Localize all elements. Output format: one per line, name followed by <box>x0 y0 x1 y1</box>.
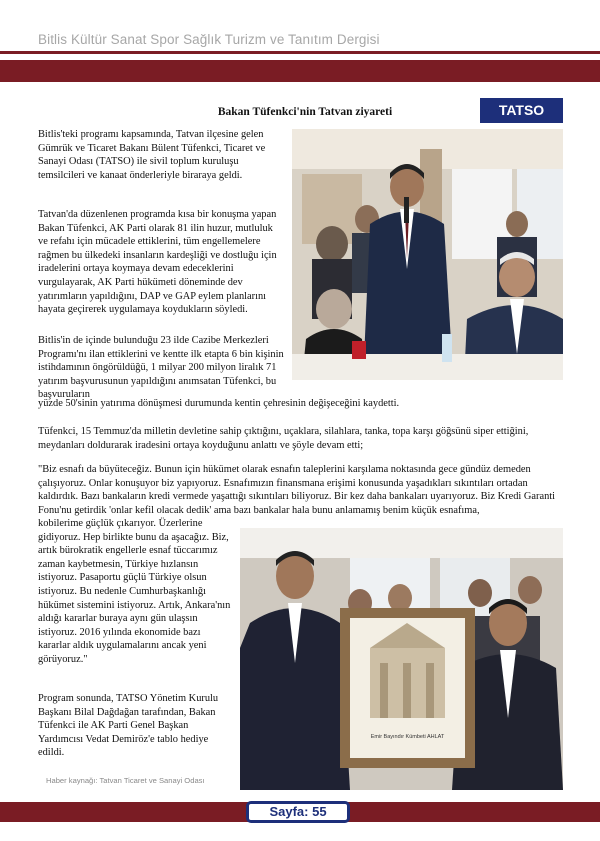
article-title: Bakan Tüfenkci'nin Tatvan ziyareti <box>217 106 393 118</box>
frame-caption: Emir Bayındır Kümbeti AHLAT <box>370 734 445 740</box>
magazine-title: Bitlis Kültür Sanat Spor Sağlık Turizm ve Tanıtım Dergisi <box>38 32 380 47</box>
article-paragraph: Tüfenkci, 15 Temmuz'da milletin devletine sahip çıktığını, uçaklara, silahlara, tanka, topa karşı göğsünü siper ettiğini, meydanları doldurarak iradesini ortaya koyduğunu anlattı ve şöyle devam etti; <box>38 426 529 451</box>
quote-paragraph: kobilerime güçlük çıkarıyor. Üzerlerine gidiyoruz. Hep birlikte bunu da aşacağız. Biz, artık bürokratik engellerle esnaf tüccarımız zaman kaybetmesin, Türkiye hızlansın istiyoruz. Pasaportu güçlü Türkiye olsun istiyoruz. Bu nedenle Cumhurbaşkanlığı hükümet sistemini istiyoruz. Artık, Ankara'nın aldığı kararlar buraya aynı gün ulaşsın istiyoruz. 2016 yılında ekonomide bazı kararlar aldık uygulamalarını ancak yeni görüyoruz." <box>38 518 231 665</box>
article-paragraph: Program sonunda, TATSO Yönetim Kurulu Başkanı Bilal Dağdağan tarafından, Bakan Tüfenkci ile AK Parti Genel Başkan Yardımcısı Vedat Demiröz'e tablo hediye edildi. <box>38 693 219 759</box>
header-band-thin <box>0 51 600 54</box>
page-number: Sayfa: 55 <box>246 801 350 823</box>
quote-paragraph: "Biz esnafı da büyüteceğiz. Bunun için hükümet olarak esnafın taleplerini karşılama noktasında gece gündüz demeden çalışıyoruz. Onlar konuşuyor biz yapıyoruz. Esnafımızın finansmana erişimi konusunda yaşadıkları sıkıntıları ortadan kaldırdık. Bazı bankaların kredi vermede yaşattığı sıkıntıları biliyoruz. Bir kez daha bankaları uyarıyoruz. Biz Kredi Garanti Fonu'nu getirdik 'onlar kefil olacak dedik' ama bazı bankalar hala bunu anlamamış benim küçük esnafıma, <box>38 464 556 516</box>
gift-photo <box>240 528 563 790</box>
article-paragraph: yüzde 50'sinin yatırıma dönüşmesi durumunda kentin çehresinin değişeceğini kaydetti. <box>38 398 400 409</box>
news-source: Haber kaynağı: Tatvan Ticaret ve Sanayi Odası <box>46 776 205 785</box>
header-band <box>0 60 600 82</box>
tatso-badge: TATSO <box>480 98 563 123</box>
meeting-photo <box>292 129 563 380</box>
article-paragraph: Bitlis'teki programı kapsamında, Tatvan ilçesine gelen Gümrük ve Ticaret Bakanı Bülent Tüfenkci, Ticaret ve Sanayi Odası (TATSO) ile sivil toplum kuruluşu temsilcileri ve kanaat önderleriyle biraraya geldi. <box>38 129 266 181</box>
article-paragraph: Bitlis'in de içinde bulunduğu 23 ilde Cazibe Merkezleri Programı'nı ilan ettiklerini ve kentte ilk etapta 6 bin kişinin istihdamının öngörüldüğü, 1 milyar 200 milyon liralık 71 yatırım başvurusunun yapıldığını anımsatan Tüfenkci, bu başvuruların <box>38 335 284 401</box>
article-paragraph: Tatvan'da düzenlenen programda kısa bir konuşma yapan Bakan Tüfenkci, AK Parti olarak 81 ilin huzur, mutluluk ve refahı için mücadele ettiklerini, tüm engellemelere rağmen bu ülkedeki insanların kardeşliği ve dostluğu için iradelerini ortaya koymaya devam edeceklerini vurgulayarak, AK Parti hükümeti döneminde dev yatırımların yapıldığını, DAP ve GAP eylem planlarını hayata geçirerek uygulamaya koydukların söyledi. <box>38 209 277 316</box>
